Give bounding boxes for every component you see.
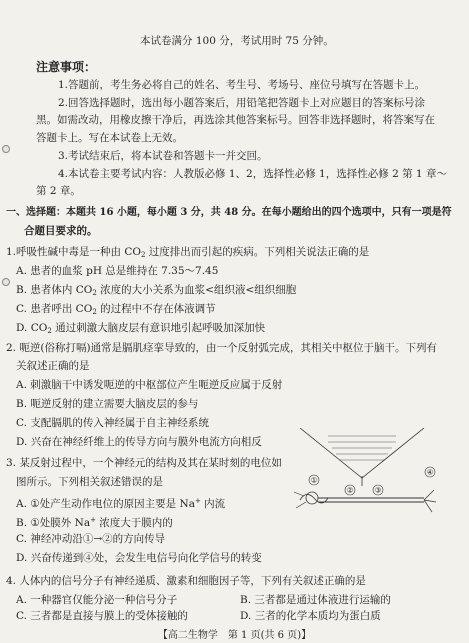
notice-item: 3.考试结束后，将本试卷和答题卡一并交回。 (58, 150, 268, 162)
question-3-option-a: A. ①处产生动作电位的原因主要是 Na+ 内流 (16, 497, 226, 510)
question-4-option-b: B. 三者都是通过体液进行运输的 (240, 594, 391, 606)
question-1-option-d: D. $CO_2$ 通过刺激大脑皮层有意识地引起呼吸加深加快 (16, 322, 266, 335)
figure-label-3: ③ (374, 486, 382, 495)
question-2-stem-cont: 关叙述正确的是 (16, 360, 90, 372)
notice-item: 1.答题前，考生务必将自己的姓名、考生号、考场号、座位号填写在答题卡上。 (58, 79, 426, 91)
section-heading-cont: 合题目要求的。 (24, 225, 98, 237)
binder-hole (2, 145, 10, 153)
question-1-option-b: B. 患者体内 $CO_2$ 浓度的大小关系为血浆<组织液<组织细胞 (16, 284, 297, 297)
question-2-option-a: A. 刺激脑干中诱发呃逆的中枢部位产生呃逆反应属于反射 (16, 379, 283, 391)
question-1-option-a: A. 患者的血浆 pH 总是维持在 7.35～7.45 (16, 265, 219, 277)
section-heading: 一、选择题：本题共 16 小题，每小题 3 分，共 48 分。在每小题给出的四个选项中，只有一项是符 (6, 207, 452, 218)
question-4-option-c: C. 三者都是直接与膜上的受体接触的 (16, 610, 188, 622)
footer-text: 【高二生物学 第 1 页(共 6 页)】 (157, 630, 312, 641)
question-2-stem: 2. 呃逆(俗称打嗝)通常是膈肌痉挛导致的，由一个反射弧完成，其相关中枢位于脑干。下列有 (6, 342, 438, 354)
notice-title: 注意事项： (36, 60, 97, 74)
question-2-option-d: D. 兴奋在神经纤维上的传导方向与膜外电流方向相反 (16, 436, 262, 448)
notice-item: 4.本试卷主要考试内容：人教版必修 1、2，选择性必修 1，选择性必修 2 第 1 章～ (58, 168, 447, 180)
question-3-option-b: B. ①处膜外 Na+ 浓度大于膜内的 (16, 516, 173, 529)
question-4-option-d: D. 三者的化学本质均为蛋白质 (240, 610, 381, 622)
question-4-stem: 4. 人体内的信号分子有神经递质、激素和细胞因子等，下列有关叙述正确的是 (6, 575, 366, 587)
notice-item: 答题卡上。写在本试卷上无效。 (36, 132, 183, 144)
binder-hole (2, 278, 10, 286)
figure-label-1: ① (310, 476, 318, 485)
notice-item: 黑。如需改动，用橡皮擦干净后，再选涂其他答案标号。回答非选择题时，将答案写在 (36, 114, 435, 126)
notice-item: 第 2 章。 (36, 185, 81, 197)
neuron-figure (292, 428, 442, 518)
exam-info: 本试卷满分 100 分，考试用时 75 分钟。 (140, 35, 334, 47)
figure-label-2: ② (346, 486, 354, 495)
question-3-option-c: C. 神经冲动沿①→②的方向传导 (16, 533, 166, 545)
question-4-option-a: A. 一种器官仅能分泌一种信号分子 (16, 594, 178, 606)
figure-label-4: ④ (426, 468, 434, 477)
question-2-option-b: B. 呃逆反射的建立需要大脑皮层的参与 (16, 398, 199, 410)
question-3-stem: 3. 某反射过程中，一个神经元的结构及其在某时刻的电位如 (6, 457, 282, 469)
notice-item: 2.回答选择题时，选出每小题答案后，用铅笔把答题卡上对应题目的答案标号涂 (58, 97, 426, 109)
page-footer (0, 626, 469, 641)
question-1-stem: 1.呼吸性碱中毒是一种由 $CO_2$ 过度排出而引起的疾病。下列相关说法正确的是 (6, 246, 370, 259)
question-1-option-c: C. 患者呼出 $CO_2$ 的过程中不存在体液调节 (16, 303, 216, 316)
question-3-option-d: D. 兴奋传递到④处，会发生电信号向化学信号的转变 (16, 552, 262, 564)
question-2-option-c: C. 支配膈肌的传入神经属于自主神经系统 (16, 417, 209, 429)
question-3-stem-cont: 图所示。下列相关叙述错误的是 (16, 476, 163, 488)
